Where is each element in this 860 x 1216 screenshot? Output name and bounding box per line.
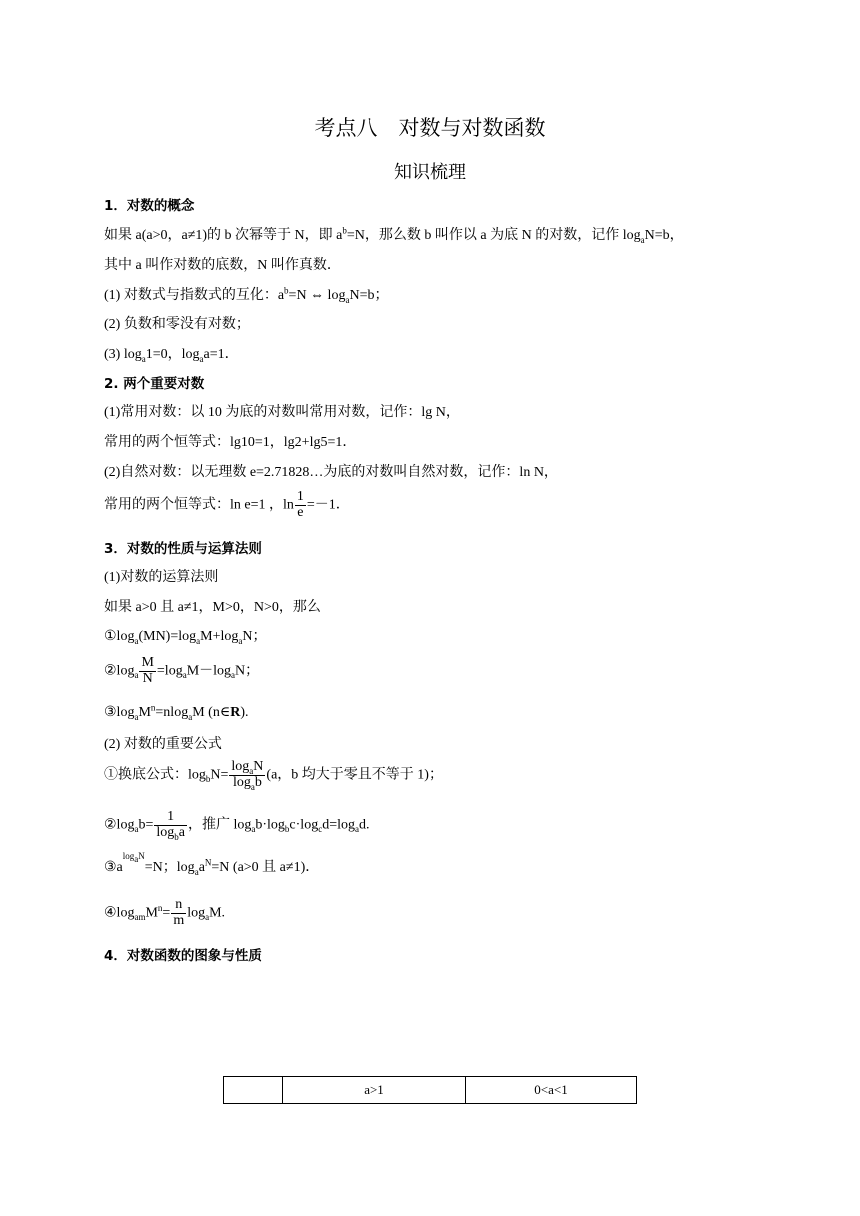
natural-log-identities: 常用的两个恒等式：ln e=1 ，ln $\frac{1}{e}$ =－1． (104, 489, 350, 520)
definition-line-2: 其中 a 叫作对数的底数，N 叫作真数． (104, 258, 341, 273)
rule-product: $①\log_a(MN)=\log_aM+\log_aN$； (104, 629, 267, 646)
formula-reciprocal-chain: $②\log_ab=$ $\frac{1}{\log_ba}$ ，推广 $\log_ab\cdot\log_bc\cdot\log_cd=\log_ad$. (104, 809, 370, 842)
heading-important-logs: 2. 两个重要对数 (104, 376, 205, 392)
heading-log-concept: 1．对数的概念 (104, 198, 195, 214)
item-log-exp-conversion: (1) 对数式与指数式的互化：$a^b=N$ ⇔ $\log_aN=b$； (104, 285, 389, 305)
heading-log-properties: 3．对数的性质与运算法则 (104, 541, 262, 557)
item-log-basic-values: (3) $\log_a1=0$，$\log_aa=1$． (104, 347, 239, 364)
table-header-row (224, 1077, 637, 1104)
table-header-cell: a>1 (283, 1077, 466, 1104)
definition-line-1: 如果 a(a>0，a≠1)的 b 次幂等于 N，即 $a^b=N$，那么数 b 叫作以 a 为底 N 的对数，记作 $\log_aN=b$， (104, 225, 684, 245)
page-title: 考点八 对数与对数函数 (314, 116, 546, 140)
common-log-identities: 常用的两个恒等式：lg10=1，lg2+lg5=1． (104, 435, 357, 450)
formula-change-of-base: ①换底公式：$\log_bN=$ $\frac{\log_aN}{\log_ab}$ (a，b 均大于零且不等于 1)； (104, 759, 443, 792)
subheading-important-formulas: (2) 对数的重要公式 (104, 737, 222, 752)
rule-power: $③\log_aM^n=nlog_aM$ (n∈R). (104, 702, 249, 722)
subheading-operation-rules: (1)对数的运算法则 (104, 570, 219, 585)
table-header-cell: 0<a<1 (466, 1077, 637, 1104)
item-no-log-negative: (2) 负数和零没有对数； (104, 317, 250, 332)
section-subtitle: 知识梳理 (394, 162, 466, 183)
log-function-table (223, 1076, 637, 1104)
common-log-def: (1)常用对数：以 10 为底的对数叫常用对数，记作：lg N， (104, 405, 460, 420)
rule-conditions: 如果 a>0 且 a≠1，M>0，N>0，那么 (104, 600, 321, 615)
formula-log-identity: $③a^{log_aN}=N$；$\log_aa^N=N$ (a>0 且 a≠1)． (104, 851, 320, 877)
formula-power-base: $④\log_{am}M^n=$ $\frac{n}{m}$ $\log_aM$. (104, 897, 226, 928)
heading-log-function-graph: 4．对数函数的图象与性质 (104, 948, 262, 964)
natural-log-def: (2)自然对数：以无理数 e=2.71828…为底的对数叫自然对数，记作：ln N， (104, 465, 558, 480)
rule-quotient: $②\log_a$ $\frac{M}{N}$ $=\log_aM-\log_aN$； (104, 655, 260, 686)
table-header-cell (224, 1077, 283, 1104)
